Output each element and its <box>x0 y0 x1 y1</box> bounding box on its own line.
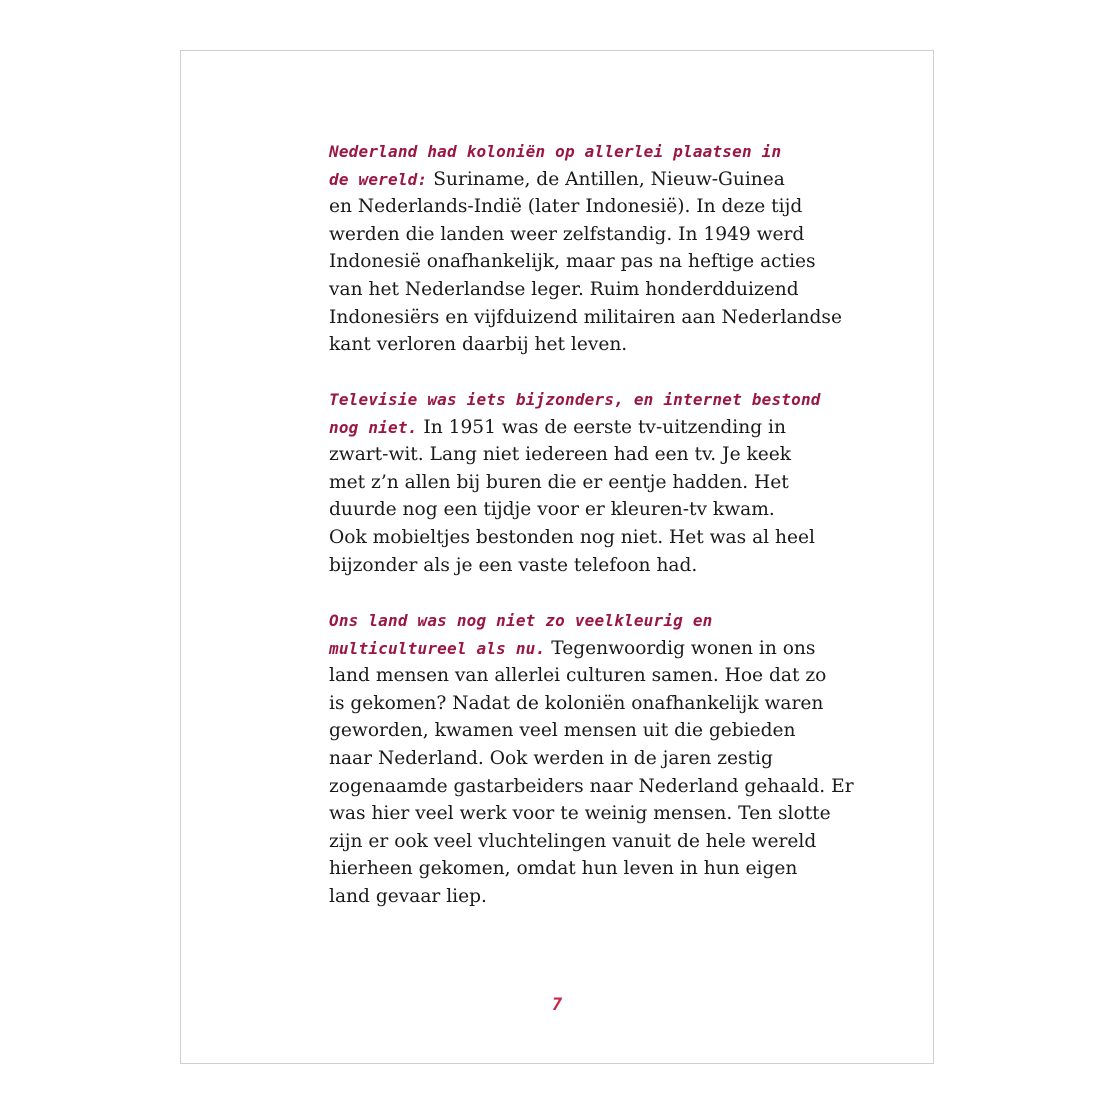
text-line <box>329 276 799 304</box>
text-line <box>329 800 831 828</box>
paragraph-lead: Nederland had koloniën op allerlei plaatsen in <box>329 142 782 161</box>
paragraph-colonies <box>329 138 842 359</box>
text-line <box>329 828 817 856</box>
page-number: 7 <box>551 995 563 1015</box>
text-line <box>329 496 799 524</box>
paragraph-text: bijzonder als je een vaste telefoon had. <box>329 554 698 576</box>
paragraph-lead: nog niet. <box>329 417 418 437</box>
paragraph-text: zwart-wit. Lang niet iedereen had een tv. Je keek <box>329 444 792 466</box>
text-line <box>329 138 799 166</box>
text-line <box>329 552 799 580</box>
text-line <box>329 607 799 635</box>
text-line <box>329 166 799 194</box>
paragraph-text: naar Nederland. Ook werden in de jaren zestig <box>329 747 773 769</box>
text-line <box>329 635 816 663</box>
text-line <box>329 662 827 690</box>
text-line <box>329 745 799 773</box>
paragraph-text: met z’n allen bij buren die er eentje hadden. Het <box>329 471 789 493</box>
text-line <box>329 773 854 801</box>
text-line <box>329 717 799 745</box>
text-line <box>329 331 799 359</box>
paragraph-text: duurde nog een tijdje voor er kleuren-tv kwam. <box>329 499 775 521</box>
text-line <box>329 386 821 414</box>
text-line <box>329 441 799 469</box>
paragraph-multicultural <box>329 607 854 911</box>
text-line <box>329 414 799 442</box>
paragraph-text: zijn er ook veel vluchtelingen vanuit de hele wereld <box>329 830 817 852</box>
paragraph-text: hierheen gekomen, omdat hun leven in hun eigen <box>329 858 798 880</box>
paragraph-text: kant verloren daarbij het leven. <box>329 334 628 356</box>
paragraph-text: en Nederlands-Indië (later Indonesië). In deze tijd <box>329 196 803 218</box>
paragraph-lead: Ons land was nog niet zo veelkleurig en <box>329 611 713 630</box>
text-line <box>329 304 842 332</box>
paragraph-text: geworden, kwamen veel mensen uit die gebieden <box>329 720 796 742</box>
text-line <box>329 883 799 911</box>
paragraph-text: Indonesië onafhankelijk, maar pas na heftige acties <box>329 251 816 273</box>
text-line <box>329 193 803 221</box>
paragraph-text: van het Nederlandse leger. Ruim honderdduizend <box>329 278 799 300</box>
paragraph-text: In 1951 was de eerste tv-uitzending in <box>417 416 786 438</box>
text-line <box>329 248 816 276</box>
paragraph-television <box>329 386 821 579</box>
paragraph-lead: multicultureel als nu. <box>329 638 546 658</box>
book-page <box>180 50 934 1064</box>
paragraph-text: zogenaamde gastarbeiders naar Nederland gehaald. Er <box>329 775 854 797</box>
paragraph-text: Suriname, de Antillen, Nieuw-Guinea <box>427 168 785 190</box>
paragraph-text: land gevaar liep. <box>329 885 487 907</box>
paragraph-text: land mensen van allerlei culturen samen. Hoe dat zo <box>329 665 827 687</box>
paragraph-text: is gekomen? Nadat de koloniën onafhankelijk waren <box>329 692 824 714</box>
paragraph-text: was hier veel werk voor te weinig mensen. Ten slotte <box>329 803 831 825</box>
paragraph-lead: Televisie was iets bijzonders, en internet bestond <box>329 390 821 409</box>
text-line <box>329 469 799 497</box>
paragraph-text: Indonesiërs en vijfduizend militairen aan Nederlandse <box>329 306 842 328</box>
text-line <box>329 690 824 718</box>
paragraph-text: werden die landen weer zelfstandig. In 1949 werd <box>329 223 805 245</box>
text-line <box>329 524 815 552</box>
paragraph-text: Ook mobieltjes bestonden nog niet. Het was al heel <box>329 526 815 548</box>
paragraph-lead: de wereld: <box>329 169 428 189</box>
text-line <box>329 221 805 249</box>
text-line <box>329 855 799 883</box>
paragraph-text: Tegenwoordig wonen in ons <box>545 637 816 659</box>
